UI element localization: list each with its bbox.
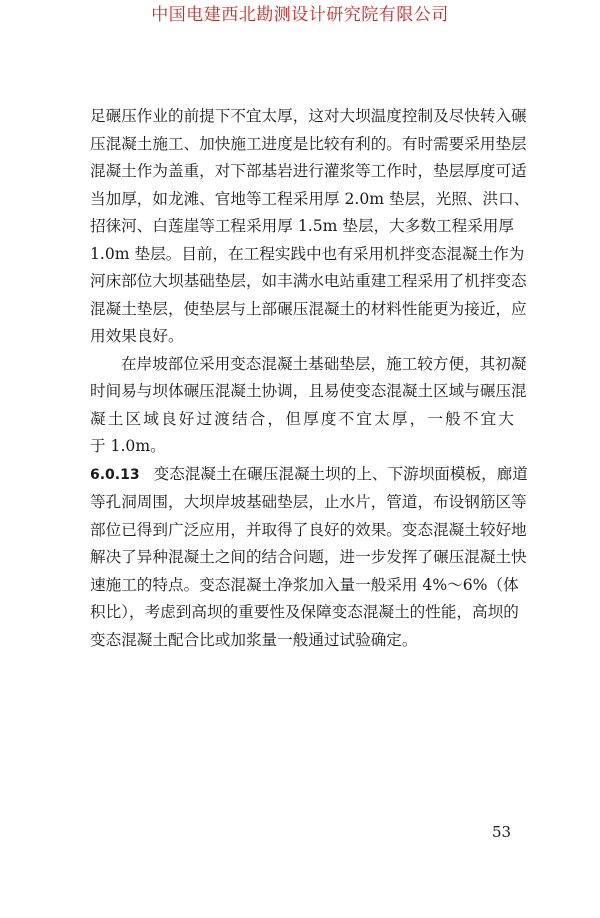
- text-line: 足碾压作业的前提下不宜太厚，这对大坝温度控制及尽快转入碾: [90, 107, 527, 125]
- clause-first-line: 变态混凝土在碾压混凝土坝的上、下游坝面模板，廊道: [153, 464, 528, 483]
- text-line: 解决了异种混凝土之间的结合问题，进一步发挥了碾压混凝土快: [90, 548, 527, 566]
- page-number: 53: [492, 823, 512, 841]
- clause-6-0-13: [90, 461, 528, 655]
- text-line: 时间易与坝体碾压混凝土协调，且易使变态混凝土区域与碾压混: [90, 382, 527, 400]
- text-line: 积比），考虑到高坝的重要性及保障变态混凝土的性能，高坝的: [90, 603, 519, 621]
- text-line: 河床部位大坝基础垫层，如丰满水电站重建工程采用了机拌变态: [90, 272, 527, 290]
- text-line: 招徕河、白莲崖等工程采用厚 1.5m 垫层，大多数工程采用厚: [90, 217, 514, 235]
- text-line: 部位已得到广泛应用，并取得了良好的效果。变态混凝土较好地: [90, 520, 527, 539]
- text-line: 用效果良好。: [90, 327, 184, 345]
- text-line: 当加厚，如龙滩、官地等工程采用厚 2.0m 垫层，光照、洪口、: [90, 189, 530, 208]
- paragraph-bank-slope: [90, 351, 527, 461]
- paragraph-cushion-layer: [90, 103, 530, 351]
- text-line: 于 1.0m。: [90, 437, 166, 455]
- text-line: 压混凝土施工、加快施工进度是比较有利的。有时需要采用垫层: [90, 134, 527, 153]
- text-line: 变态混凝土配合比或加浆量一般通过试验确定。: [90, 630, 418, 649]
- clause-number: 6.0.13: [90, 466, 140, 483]
- text-line: 凝土区域良好过渡结合，但厚度不宜太厚，一般不宜大: [90, 409, 514, 428]
- text-line: 等孔洞周围，大坝岸坡基础垫层，止水片，管道，布设钢筋区等: [90, 493, 527, 511]
- text-line: 速施工的特点。变态混凝土净浆加入量一般采用 4%～6%（体: [90, 575, 519, 594]
- text-line: 1.0m 垫层。目前，在工程实践中也有采用机拌变态混凝土作为: [90, 244, 525, 263]
- document-body: [90, 103, 530, 654]
- text-line: 混凝土作为盖重，对下部基岩进行灌浆等工作时，垫层厚度可适: [90, 162, 527, 180]
- text-line: 在岸坡部位采用变态混凝土基础垫层，施工较方便，其初凝: [121, 354, 527, 373]
- text-line: 混凝土垫层，使垫层与上部碾压混凝土的材料性能更为接近，应: [90, 299, 527, 318]
- watermark-header: 中国电建西北勘测设计研究院有限公司: [151, 5, 449, 25]
- text-line: [90, 461, 528, 490]
